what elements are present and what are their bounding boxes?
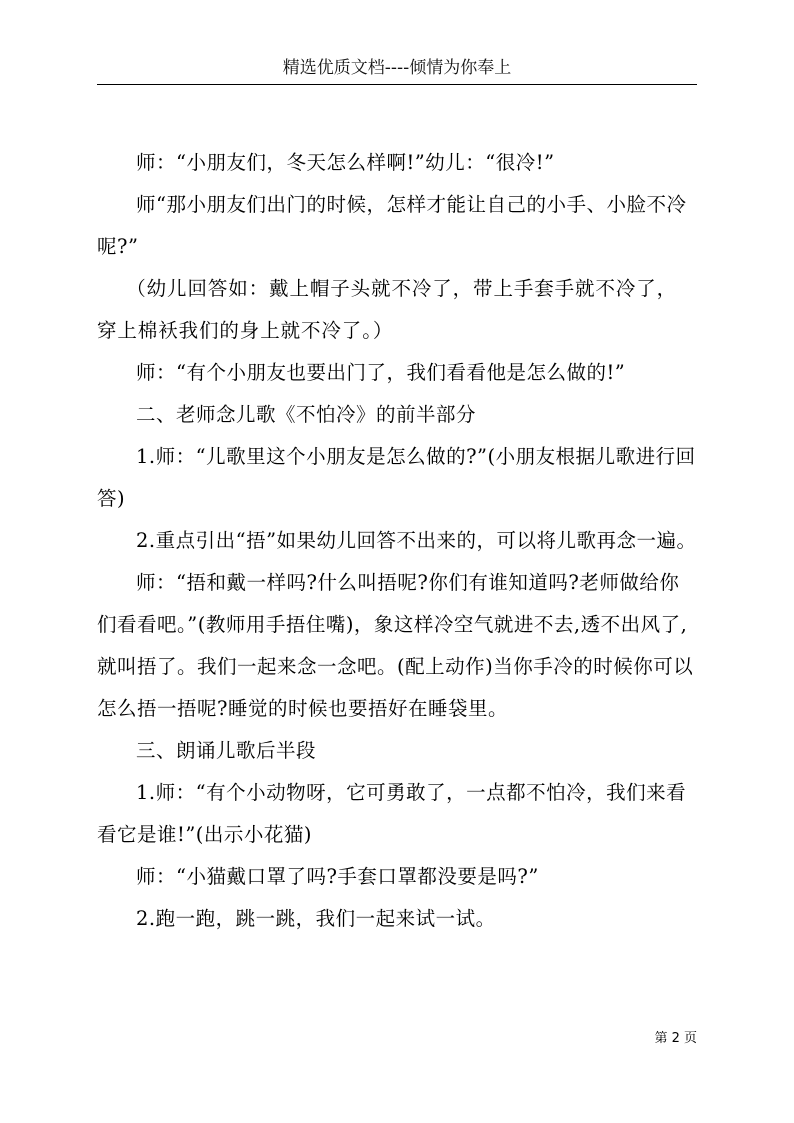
paragraph: 2.跑一跑，跳一跳，我们一起来试一试。 bbox=[136, 907, 496, 930]
paragraph: 师“那小朋友们出门的时候，怎样才能让自己的小手、小脸不冷呢?” bbox=[97, 193, 687, 258]
paragraph: 师：“捂和戴一样吗?什么叫捂呢?你们有谁知道吗?老师做给你们看看吧。”(教师用手捂住嘴)，象这样冷空气就进不去,透不出风了,就叫捂了。我们一起来念一念吧。(配上动作)当你手冷的时候你可以怎么捂一捂呢?睡觉的时候也要捂好在睡袋里。 bbox=[97, 571, 694, 720]
paragraph: （幼儿回答如：戴上帽子头就不冷了，带上手套手就不冷了，穿上棉袄我们的身上就不冷了。） bbox=[97, 277, 678, 342]
paragraph: 师：“小朋友们，冬天怎么样啊!”幼儿：“很冷!” bbox=[136, 151, 555, 174]
section-heading: 二、老师念儿歌《不怕冷》的前半部分 bbox=[136, 403, 477, 426]
page-number: 第 2 页 bbox=[654, 1031, 697, 1046]
section-heading: 三、朗诵儿歌后半段 bbox=[136, 739, 317, 762]
paragraph: 师：“有个小朋友也要出门了，我们看看他是怎么做的!” bbox=[136, 361, 626, 384]
paragraph: 师：“小猫戴口罩了吗?手套口罩都没要是吗?” bbox=[136, 865, 539, 888]
header-divider bbox=[97, 84, 697, 85]
paragraph: 2.重点引出“捂”如果幼儿回答不出来的，可以将儿歌再念一遍。 bbox=[136, 529, 697, 552]
document-body bbox=[97, 142, 697, 940]
paragraph: 1.师：“有个小动物呀，它可勇敢了，一点都不怕冷，我们来看看它是谁!”(出示小花猫) bbox=[97, 781, 687, 846]
paragraph: 1.师：“儿歌里这个小朋友是怎么做的?”(小朋友根据儿歌进行回答) bbox=[97, 445, 696, 510]
page-header-title: 精选优质文档----倾情为你奉上 bbox=[282, 58, 512, 78]
